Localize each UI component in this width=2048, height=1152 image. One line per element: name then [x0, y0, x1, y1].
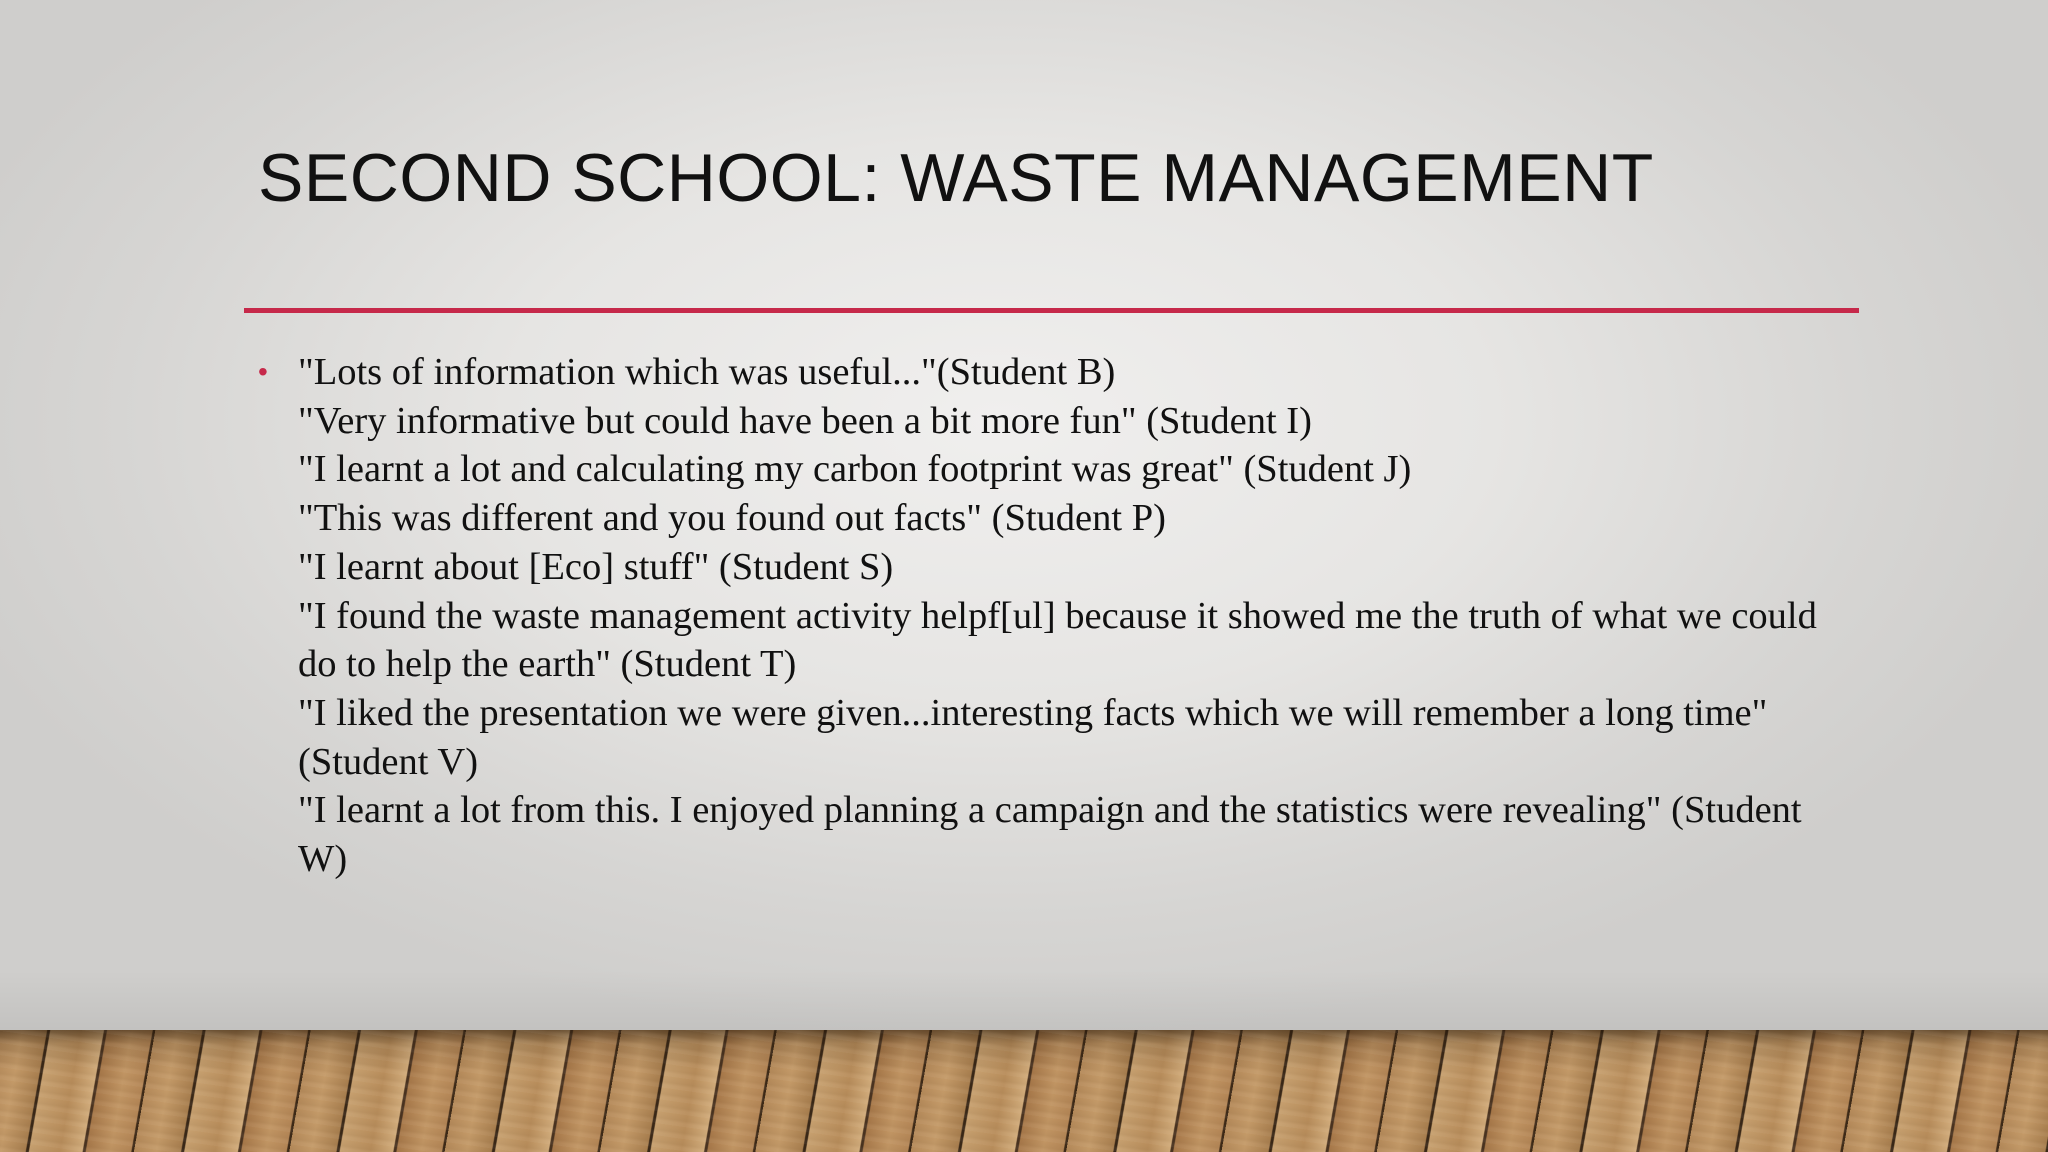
bullet-item	[258, 348, 1858, 884]
student-quote-s: "I learnt about [Eco] stuff" (Student S)	[298, 545, 894, 588]
bullet-icon: •	[258, 356, 268, 387]
slide-body	[258, 348, 1858, 884]
student-quote-b: "Lots of information which was useful..."(Student B)	[298, 351, 1116, 393]
student-quote-j: "I learnt a lot and calculating my carbon footprint was great" (Student J)	[298, 448, 1412, 491]
student-quote-p: "This was different and you found out facts" (Student P)	[298, 497, 1166, 540]
student-quote-v: "I liked the presentation we were given...interesting facts which we will remember a long time" (Student V)	[298, 691, 1768, 783]
title-divider-line	[244, 308, 1859, 313]
student-quote-w: "I learnt a lot from this. I enjoyed planning a campaign and the statistics were revealing" (Student W)	[298, 789, 1802, 881]
student-quote-t: "I found the waste management activity helpf[ul] because it showed me the truth of what we could do to help the earth" (Student T)	[298, 594, 1817, 686]
wooden-floor-background	[0, 1030, 2048, 1152]
slide-title: SECOND SCHOOL: WASTE MANAGEMENT	[258, 140, 1654, 216]
student-quote-i: "Very informative but could have been a bit more fun" (Student I)	[298, 399, 1312, 442]
